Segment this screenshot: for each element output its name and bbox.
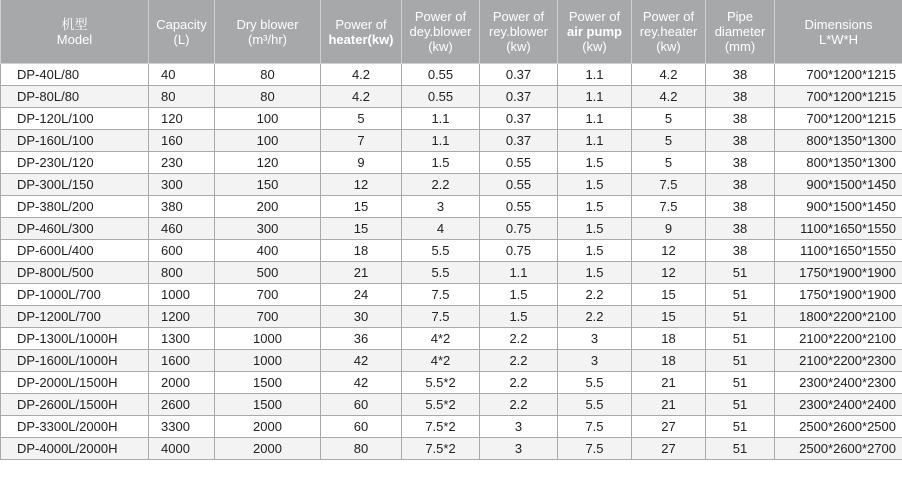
cell-model: DP-460L/300 bbox=[1, 218, 149, 240]
cell-rey-heater-power: 9 bbox=[632, 218, 706, 240]
cell-rey-blower-power: 2.2 bbox=[480, 328, 558, 350]
cell-dry-blower: 1500 bbox=[215, 394, 321, 416]
cell-pipe-diameter: 51 bbox=[706, 262, 775, 284]
cell-dimensions: 900*1500*1450 bbox=[775, 174, 902, 196]
cell-dimensions: 2100*2200*2300 bbox=[775, 350, 902, 372]
cell-pipe-diameter: 51 bbox=[706, 306, 775, 328]
cell-rey-blower-power: 1.5 bbox=[480, 284, 558, 306]
table-row bbox=[1, 130, 902, 152]
cell-rey-heater-power: 27 bbox=[632, 416, 706, 438]
cell-heater-power: 36 bbox=[321, 328, 402, 350]
cell-dry-blower-power: 7.5*2 bbox=[402, 438, 480, 460]
cell-dimensions: 900*1500*1450 bbox=[775, 196, 902, 218]
cell-dry-blower: 100 bbox=[215, 108, 321, 130]
cell-dimensions: 2300*2400*2400 bbox=[775, 394, 902, 416]
cell-dry-blower: 100 bbox=[215, 130, 321, 152]
cell-heater-power: 18 bbox=[321, 240, 402, 262]
column-header-line: Power of bbox=[642, 9, 695, 24]
cell-capacity: 1600 bbox=[149, 350, 215, 372]
cell-rey-heater-power: 18 bbox=[632, 350, 706, 372]
cell-heater-power: 7 bbox=[321, 130, 402, 152]
cell-heater-power: 15 bbox=[321, 218, 402, 240]
cell-air-pump-power: 3 bbox=[558, 328, 632, 350]
cell-rey-blower-power: 0.55 bbox=[480, 152, 558, 174]
cell-heater-power: 4.2 bbox=[321, 86, 402, 108]
cell-dry-blower: 80 bbox=[215, 64, 321, 86]
cell-rey-blower-power: 0.75 bbox=[480, 240, 558, 262]
cell-model: DP-1600L/1000H bbox=[1, 350, 149, 372]
cell-heater-power: 4.2 bbox=[321, 64, 402, 86]
table-row bbox=[1, 350, 902, 372]
column-header-capacity bbox=[149, 0, 215, 64]
cell-dimensions: 700*1200*1215 bbox=[775, 108, 902, 130]
cell-rey-blower-power: 3 bbox=[480, 416, 558, 438]
table-row bbox=[1, 108, 902, 130]
cell-heater-power: 42 bbox=[321, 372, 402, 394]
cell-rey-heater-power: 5 bbox=[632, 152, 706, 174]
cell-pipe-diameter: 38 bbox=[706, 196, 775, 218]
cell-rey-blower-power: 2.2 bbox=[480, 350, 558, 372]
cell-rey-blower-power: 1.1 bbox=[480, 262, 558, 284]
cell-air-pump-power: 1.5 bbox=[558, 174, 632, 196]
cell-pipe-diameter: 38 bbox=[706, 240, 775, 262]
column-header-line: rey.blower bbox=[488, 24, 548, 39]
cell-dry-blower-power: 5.5 bbox=[402, 262, 480, 284]
cell-dimensions: 2500*2600*2500 bbox=[775, 416, 902, 438]
cell-dry-blower-power: 7.5 bbox=[402, 284, 480, 306]
cell-air-pump-power: 1.1 bbox=[558, 64, 632, 86]
cell-dimensions: 700*1200*1215 bbox=[775, 86, 902, 108]
cell-rey-heater-power: 15 bbox=[632, 306, 706, 328]
cell-model: DP-380L/200 bbox=[1, 196, 149, 218]
cell-dry-blower: 2000 bbox=[215, 416, 321, 438]
column-header-line: heater(kw) bbox=[328, 31, 394, 47]
cell-capacity: 160 bbox=[149, 130, 215, 152]
column-header-line: (kw) bbox=[428, 39, 453, 54]
cell-pipe-diameter: 51 bbox=[706, 372, 775, 394]
table-row bbox=[1, 196, 902, 218]
cell-model: DP-2000L/1500H bbox=[1, 372, 149, 394]
cell-rey-heater-power: 21 bbox=[632, 394, 706, 416]
table-header bbox=[1, 0, 902, 64]
cell-dry-blower-power: 0.55 bbox=[402, 64, 480, 86]
cell-rey-heater-power: 7.5 bbox=[632, 174, 706, 196]
cell-dry-blower: 700 bbox=[215, 306, 321, 328]
cell-rey-heater-power: 5 bbox=[632, 130, 706, 152]
cell-dry-blower-power: 5.5*2 bbox=[402, 394, 480, 416]
cell-air-pump-power: 1.1 bbox=[558, 86, 632, 108]
cell-air-pump-power: 7.5 bbox=[558, 416, 632, 438]
cell-dry-blower: 1500 bbox=[215, 372, 321, 394]
cell-rey-heater-power: 12 bbox=[632, 262, 706, 284]
cell-model: DP-40L/80 bbox=[1, 64, 149, 86]
cell-air-pump-power: 1.5 bbox=[558, 152, 632, 174]
cell-dimensions: 2300*2400*2300 bbox=[775, 372, 902, 394]
column-header-line: (m³/hr) bbox=[248, 31, 287, 47]
cell-air-pump-power: 1.5 bbox=[558, 196, 632, 218]
table-row bbox=[1, 240, 902, 262]
table-row bbox=[1, 152, 902, 174]
cell-pipe-diameter: 38 bbox=[706, 152, 775, 174]
cell-dimensions: 2500*2600*2700 bbox=[775, 438, 902, 460]
column-header-line: (kw) bbox=[506, 39, 531, 54]
cell-model: DP-800L/500 bbox=[1, 262, 149, 284]
cell-rey-heater-power: 21 bbox=[632, 372, 706, 394]
cell-rey-blower-power: 0.75 bbox=[480, 218, 558, 240]
cell-rey-blower-power: 0.37 bbox=[480, 108, 558, 130]
cell-dry-blower: 1000 bbox=[215, 328, 321, 350]
cell-air-pump-power: 1.1 bbox=[558, 130, 632, 152]
table-row bbox=[1, 416, 902, 438]
column-header-line: L*W*H bbox=[818, 31, 858, 47]
cell-dry-blower: 400 bbox=[215, 240, 321, 262]
column-header-dry-blower-power bbox=[402, 0, 480, 64]
table-row bbox=[1, 174, 902, 196]
cell-capacity: 2000 bbox=[149, 372, 215, 394]
cell-air-pump-power: 1.5 bbox=[558, 218, 632, 240]
table-row bbox=[1, 328, 902, 350]
cell-heater-power: 42 bbox=[321, 350, 402, 372]
cell-dimensions: 1750*1900*1900 bbox=[775, 262, 902, 284]
column-header-line: Dimensions bbox=[804, 16, 873, 32]
cell-model: DP-3300L/2000H bbox=[1, 416, 149, 438]
cell-rey-blower-power: 0.37 bbox=[480, 130, 558, 152]
cell-dimensions: 1750*1900*1900 bbox=[775, 284, 902, 306]
cell-dry-blower-power: 1.1 bbox=[402, 108, 480, 130]
cell-model: DP-4000L/2000H bbox=[1, 438, 149, 460]
cell-heater-power: 80 bbox=[321, 438, 402, 460]
column-header-pipe-diameter bbox=[706, 0, 775, 64]
column-header-line: Capacity bbox=[156, 16, 207, 32]
cell-rey-blower-power: 3 bbox=[480, 438, 558, 460]
cell-air-pump-power: 5.5 bbox=[558, 394, 632, 416]
column-header-line: air pump bbox=[567, 24, 622, 39]
table-row bbox=[1, 86, 902, 108]
column-header-line: Pipe bbox=[726, 9, 754, 24]
cell-capacity: 1300 bbox=[149, 328, 215, 350]
cell-dry-blower-power: 4*2 bbox=[402, 328, 480, 350]
cell-dry-blower-power: 7.5*2 bbox=[402, 416, 480, 438]
cell-dry-blower: 200 bbox=[215, 196, 321, 218]
cell-dry-blower: 80 bbox=[215, 86, 321, 108]
cell-pipe-diameter: 38 bbox=[706, 86, 775, 108]
cell-pipe-diameter: 51 bbox=[706, 416, 775, 438]
cell-rey-blower-power: 0.55 bbox=[480, 196, 558, 218]
cell-pipe-diameter: 38 bbox=[706, 130, 775, 152]
cell-air-pump-power: 1.5 bbox=[558, 240, 632, 262]
cell-rey-blower-power: 0.55 bbox=[480, 174, 558, 196]
cell-pipe-diameter: 51 bbox=[706, 328, 775, 350]
cell-dimensions: 700*1200*1215 bbox=[775, 64, 902, 86]
cell-capacity: 600 bbox=[149, 240, 215, 262]
cell-model: DP-600L/400 bbox=[1, 240, 149, 262]
cell-capacity: 40 bbox=[149, 64, 215, 86]
cell-pipe-diameter: 51 bbox=[706, 438, 775, 460]
cell-dry-blower-power: 4 bbox=[402, 218, 480, 240]
cell-heater-power: 12 bbox=[321, 174, 402, 196]
cell-model: DP-1300L/1000H bbox=[1, 328, 149, 350]
cell-heater-power: 60 bbox=[321, 416, 402, 438]
cell-heater-power: 9 bbox=[321, 152, 402, 174]
cell-dry-blower: 120 bbox=[215, 152, 321, 174]
column-header-line: Power of bbox=[568, 9, 621, 24]
cell-dry-blower-power: 1.5 bbox=[402, 152, 480, 174]
cell-heater-power: 24 bbox=[321, 284, 402, 306]
cell-heater-power: 60 bbox=[321, 394, 402, 416]
cell-dry-blower-power: 4*2 bbox=[402, 350, 480, 372]
cell-capacity: 3300 bbox=[149, 416, 215, 438]
cell-model: DP-160L/100 bbox=[1, 130, 149, 152]
header-row bbox=[1, 0, 902, 64]
cell-rey-heater-power: 5 bbox=[632, 108, 706, 130]
table-row bbox=[1, 284, 902, 306]
cell-capacity: 300 bbox=[149, 174, 215, 196]
cell-rey-blower-power: 0.37 bbox=[480, 86, 558, 108]
column-header-heater-power bbox=[321, 0, 402, 64]
cell-dry-blower: 2000 bbox=[215, 438, 321, 460]
cell-air-pump-power: 2.2 bbox=[558, 306, 632, 328]
cell-heater-power: 5 bbox=[321, 108, 402, 130]
cell-heater-power: 15 bbox=[321, 196, 402, 218]
column-header-line: Model bbox=[56, 31, 93, 47]
cell-dry-blower-power: 5.5 bbox=[402, 240, 480, 262]
column-header-rey-blower-power bbox=[480, 0, 558, 64]
cell-rey-blower-power: 2.2 bbox=[480, 394, 558, 416]
cell-capacity: 460 bbox=[149, 218, 215, 240]
cell-rey-blower-power: 0.37 bbox=[480, 64, 558, 86]
cell-dimensions: 1100*1650*1550 bbox=[775, 218, 902, 240]
column-header-air-pump-power bbox=[558, 0, 632, 64]
cell-dimensions: 800*1350*1300 bbox=[775, 152, 902, 174]
column-header-line: rey.heater bbox=[639, 24, 698, 39]
cell-capacity: 230 bbox=[149, 152, 215, 174]
cell-dimensions: 1800*2200*2100 bbox=[775, 306, 902, 328]
cell-capacity: 120 bbox=[149, 108, 215, 130]
cell-dry-blower: 700 bbox=[215, 284, 321, 306]
cell-air-pump-power: 2.2 bbox=[558, 284, 632, 306]
cell-air-pump-power: 1.5 bbox=[558, 262, 632, 284]
table-row bbox=[1, 306, 902, 328]
cell-dry-blower-power: 3 bbox=[402, 196, 480, 218]
cell-dimensions: 800*1350*1300 bbox=[775, 130, 902, 152]
cell-rey-heater-power: 15 bbox=[632, 284, 706, 306]
cell-capacity: 380 bbox=[149, 196, 215, 218]
cell-rey-blower-power: 2.2 bbox=[480, 372, 558, 394]
cell-dry-blower: 300 bbox=[215, 218, 321, 240]
cell-dimensions: 1100*1650*1550 bbox=[775, 240, 902, 262]
table-row bbox=[1, 372, 902, 394]
column-header-dimensions bbox=[775, 0, 902, 64]
cell-pipe-diameter: 38 bbox=[706, 108, 775, 130]
column-header-line: Power of bbox=[335, 16, 387, 32]
column-header-line: (kw) bbox=[582, 39, 607, 54]
table-row bbox=[1, 438, 902, 460]
column-header-line: Power of bbox=[492, 9, 545, 24]
column-header-dry-blower bbox=[215, 0, 321, 64]
table-row bbox=[1, 394, 902, 416]
cell-capacity: 800 bbox=[149, 262, 215, 284]
cell-dry-blower-power: 5.5*2 bbox=[402, 372, 480, 394]
cell-capacity: 2600 bbox=[149, 394, 215, 416]
cell-model: DP-2600L/1500H bbox=[1, 394, 149, 416]
cell-capacity: 80 bbox=[149, 86, 215, 108]
cell-dry-blower-power: 1.1 bbox=[402, 130, 480, 152]
column-header-rey-heater-power bbox=[632, 0, 706, 64]
cell-rey-heater-power: 18 bbox=[632, 328, 706, 350]
cell-model: DP-1200L/700 bbox=[1, 306, 149, 328]
cell-rey-heater-power: 12 bbox=[632, 240, 706, 262]
table-row bbox=[1, 262, 902, 284]
column-header-line: (L) bbox=[173, 31, 190, 47]
table-row bbox=[1, 218, 902, 240]
column-header-line: diameter bbox=[714, 24, 766, 39]
cell-rey-heater-power: 4.2 bbox=[632, 86, 706, 108]
cell-air-pump-power: 7.5 bbox=[558, 438, 632, 460]
cell-model: DP-230L/120 bbox=[1, 152, 149, 174]
cell-pipe-diameter: 38 bbox=[706, 174, 775, 196]
cell-dry-blower: 500 bbox=[215, 262, 321, 284]
cell-capacity: 1000 bbox=[149, 284, 215, 306]
cell-pipe-diameter: 51 bbox=[706, 284, 775, 306]
cell-dimensions: 2100*2200*2100 bbox=[775, 328, 902, 350]
cell-dry-blower: 150 bbox=[215, 174, 321, 196]
cell-model: DP-120L/100 bbox=[1, 108, 149, 130]
column-header-line: (kw) bbox=[656, 39, 681, 54]
cell-rey-heater-power: 4.2 bbox=[632, 64, 706, 86]
column-header-line: Dry blower bbox=[236, 16, 299, 32]
table-body bbox=[1, 64, 902, 460]
cell-model: DP-300L/150 bbox=[1, 174, 149, 196]
column-header-line: 机型 bbox=[61, 16, 88, 32]
column-header-line: (mm) bbox=[724, 39, 756, 54]
cell-rey-blower-power: 1.5 bbox=[480, 306, 558, 328]
cell-rey-heater-power: 27 bbox=[632, 438, 706, 460]
cell-dry-blower-power: 0.55 bbox=[402, 86, 480, 108]
cell-capacity: 1200 bbox=[149, 306, 215, 328]
cell-air-pump-power: 1.1 bbox=[558, 108, 632, 130]
cell-dry-blower-power: 2.2 bbox=[402, 174, 480, 196]
cell-dry-blower: 1000 bbox=[215, 350, 321, 372]
cell-dry-blower-power: 7.5 bbox=[402, 306, 480, 328]
cell-pipe-diameter: 38 bbox=[706, 64, 775, 86]
cell-model: DP-80L/80 bbox=[1, 86, 149, 108]
column-header-model bbox=[1, 0, 149, 64]
cell-air-pump-power: 3 bbox=[558, 350, 632, 372]
cell-pipe-diameter: 51 bbox=[706, 394, 775, 416]
cell-capacity: 4000 bbox=[149, 438, 215, 460]
cell-heater-power: 30 bbox=[321, 306, 402, 328]
cell-pipe-diameter: 38 bbox=[706, 218, 775, 240]
cell-air-pump-power: 5.5 bbox=[558, 372, 632, 394]
cell-model: DP-1000L/700 bbox=[1, 284, 149, 306]
column-header-line: Power of bbox=[414, 9, 467, 24]
table-row bbox=[1, 64, 902, 86]
cell-pipe-diameter: 51 bbox=[706, 350, 775, 372]
column-header-line: dey.blower bbox=[409, 24, 472, 39]
cell-heater-power: 21 bbox=[321, 262, 402, 284]
cell-rey-heater-power: 7.5 bbox=[632, 196, 706, 218]
